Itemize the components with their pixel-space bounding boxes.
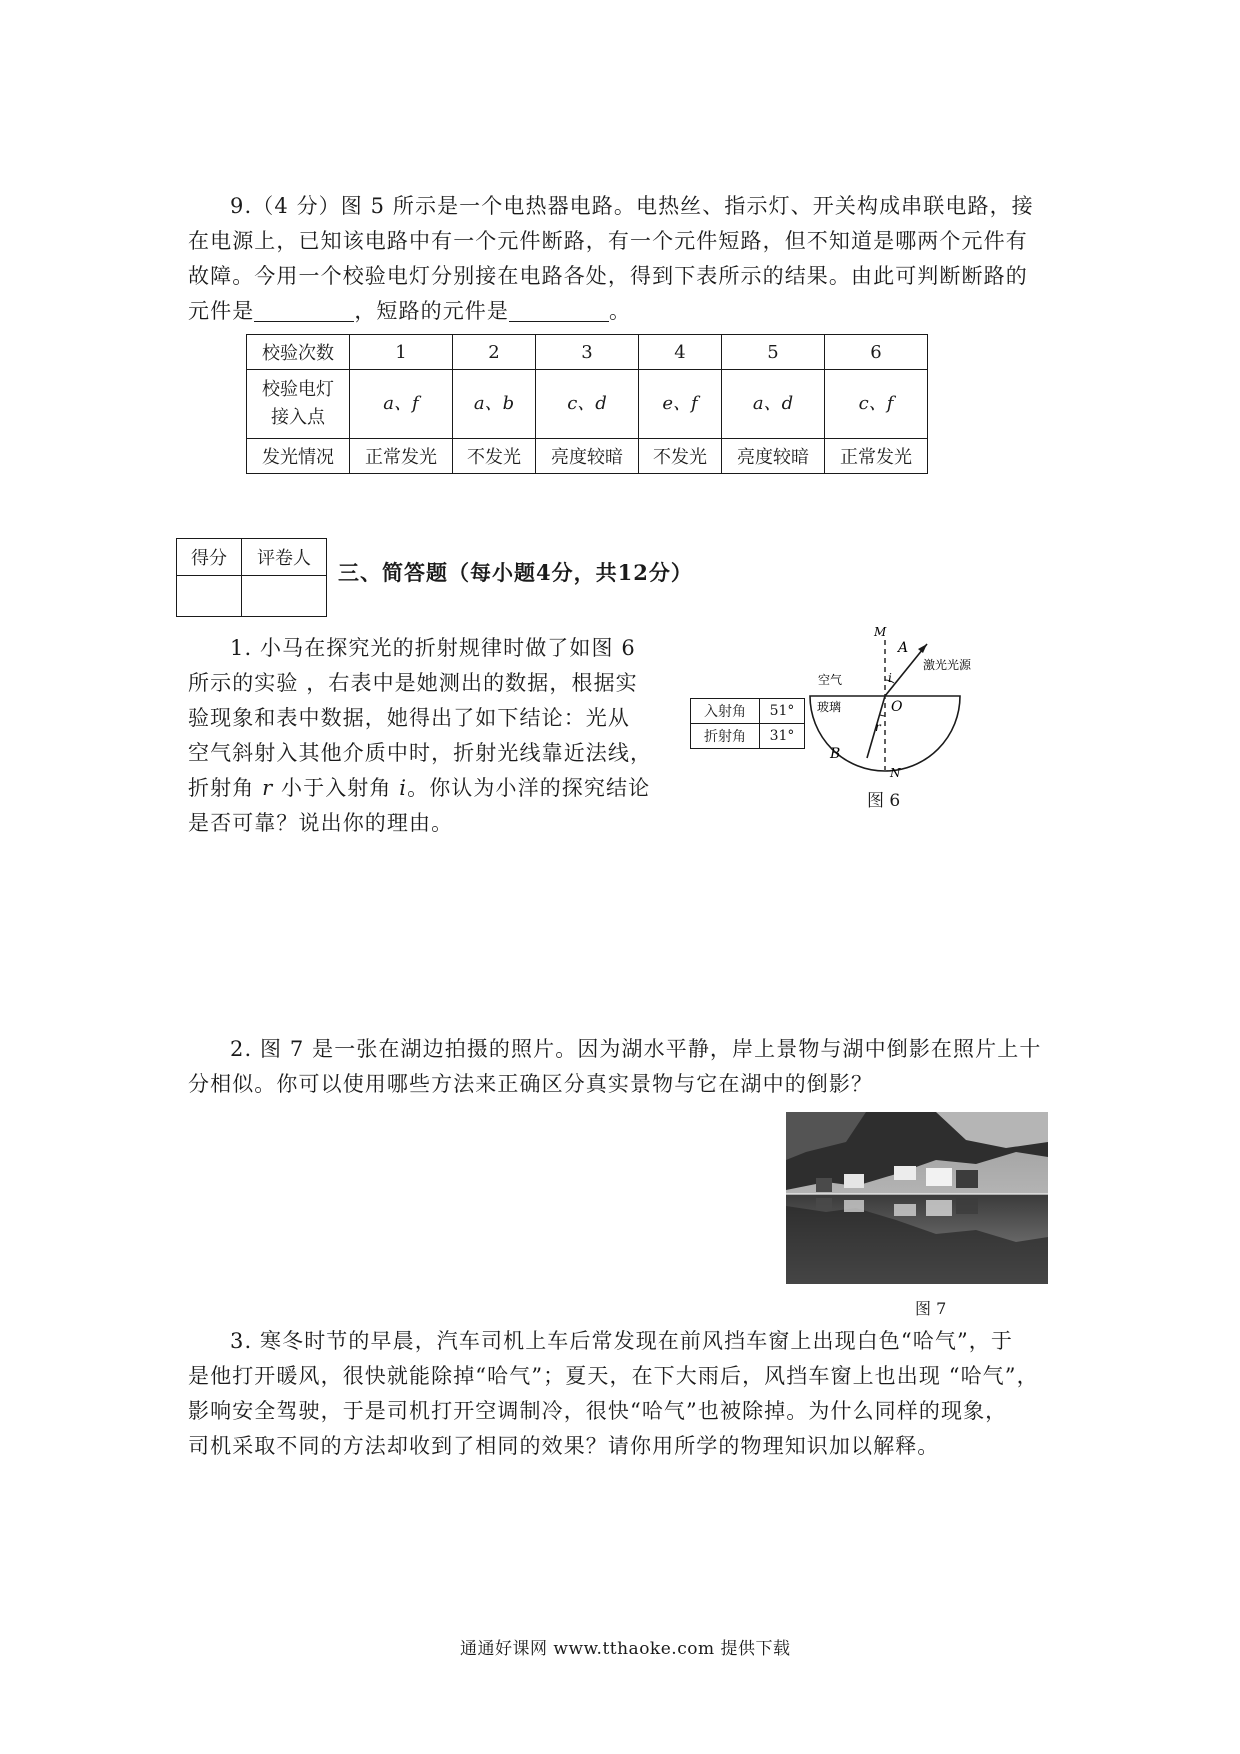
result-cell: 正常发光 [350,439,453,474]
connection-label-line-1: 校验电灯 [262,379,334,400]
result-cell: 正常发光 [825,439,928,474]
result-cell: 不发光 [639,439,722,474]
connection-point-cell: a、f [350,370,453,439]
question-3-line: 影响安全驾驶，于是司机打开空调制冷，很快“哈气”也被除掉。为什么同样的现象， [188,1399,1008,1423]
question-9-text-c: 。 [609,299,632,323]
label-air: 空气 [818,673,843,687]
table-header-result: 发光情况 [247,439,350,474]
score-label: 得分 [177,539,242,576]
question-1-line: 所示的实验 ，右表中是她测出的数据，根据实 [188,671,638,695]
label-A: A [898,640,909,656]
angle-value: 51° [760,699,805,724]
label-N: N [890,766,901,780]
result-cell: 亮度较暗 [722,439,825,474]
result-cell: 亮度较暗 [536,439,639,474]
question-3-line: 是他打开暖风，很快就能除掉“哈气”；夏天，在下大雨后，风挡车窗上也出现 “哈气”， [188,1364,1039,1388]
question-9-line [188,294,1034,329]
count-cell: 2 [453,335,536,370]
label-O: O [891,699,903,715]
question-1-text [188,631,652,841]
count-cell: 6 [825,335,928,370]
connection-label-line-2: 接入点 [271,407,325,428]
refraction-diagram [790,622,980,782]
question-9-line: 9.（4 分）图 5 所示是一个电热器电路。电热丝、指示灯、开关构成串联电路，接 [230,194,1034,218]
table-header-count: 校验次数 [247,335,350,370]
footer-source: 通通好课网 www.tthaoke.com 提供下载 [460,1639,791,1659]
test-results-table [246,334,928,474]
connection-point-cell: e、f [639,370,722,439]
connection-point-cell: c、f [825,370,928,439]
count-cell: 1 [350,335,453,370]
grader-label: 评卷人 [242,539,327,576]
result-cell: 不发光 [453,439,536,474]
incidence-angle-symbol: i [399,776,408,800]
question-2-line: 2. 图 7 是一张在湖边拍摄的照片。因为湖水平静，岸上景物与湖中倒影在照片上十 [230,1037,1042,1061]
question-3-text [188,1324,1039,1464]
connection-point-cell: a、b [453,370,536,439]
question-2-text [188,1032,1041,1102]
lake-photo [786,1112,1048,1284]
question-9-text-b: ，短路的元件是 [354,299,510,323]
question-3-line: 3. 寒冬时节的早晨，汽车司机上车后常发现在前风挡车窗上出现白色“哈气”，于 [230,1329,1013,1353]
answer-blank-open-circuit[interactable] [254,299,354,322]
label-i: i [888,671,892,685]
angle-label: 入射角 [691,699,760,724]
angle-value: 31° [760,724,805,749]
question-1-text-b: 小于入射角 [273,776,400,800]
refraction-angle-arc [880,715,885,716]
question-1-line: 空气斜射入其他介质中时，折射光线靠近法线， [188,741,653,765]
question-1-text-c: 。你认为小洋的探究结论 [407,776,651,800]
connection-point-cell: a、d [722,370,825,439]
score-box [176,538,327,617]
count-cell: 4 [639,335,722,370]
table-header-connection-point [247,370,350,439]
question-9-text [188,189,1034,329]
score-field[interactable] [177,576,242,617]
question-1-line [188,771,652,806]
question-1-text-a: 折射角 [188,776,263,800]
question-2-line: 分相似。你可以使用哪些方法来正确区分真实景物与它在湖中的倒影？ [188,1072,874,1096]
connection-point-cell: c、d [536,370,639,439]
question-1-line: 是否可靠？说出你的理由。 [188,811,454,835]
figure-7-caption: 图 7 [915,1299,947,1318]
ray-arrow-icon [918,644,927,653]
refraction-angle-symbol: r [262,776,274,800]
label-glass: 玻璃 [817,700,842,714]
question-1-line: 1. 小马在探究光的折射规律时做了如图 6 [230,636,636,660]
answer-blank-short-circuit[interactable] [509,299,609,322]
count-cell: 5 [722,335,825,370]
count-cell: 3 [536,335,639,370]
section-3-title: 三、简答题（每小题4分，共12分） [338,560,693,585]
grader-field[interactable] [242,576,327,617]
label-r: r [875,720,881,734]
question-9-text-a: 元件是 [188,299,255,323]
question-9-line: 在电源上，已知该电路中有一个元件断路，有一个元件短路，但不知道是哪两个元件有 [188,229,1028,253]
angle-label: 折射角 [691,724,760,749]
question-1-line: 验现象和表中数据，她得出了如下结论：光从 [188,706,630,730]
question-3-line: 司机采取不同的方法却收到了相同的效果？请你用所学的物理知识加以解释。 [188,1434,940,1458]
question-9-line: 故障。今用一个校验电灯分别接在电路各处，得到下表所示的结果。由此可判断断路的 [188,264,1028,288]
label-laser: 激光光源 [923,658,972,672]
label-M: M [874,625,887,639]
figure-6-caption: 图 6 [867,791,901,811]
label-B: B [830,746,841,762]
angle-table [690,698,805,749]
